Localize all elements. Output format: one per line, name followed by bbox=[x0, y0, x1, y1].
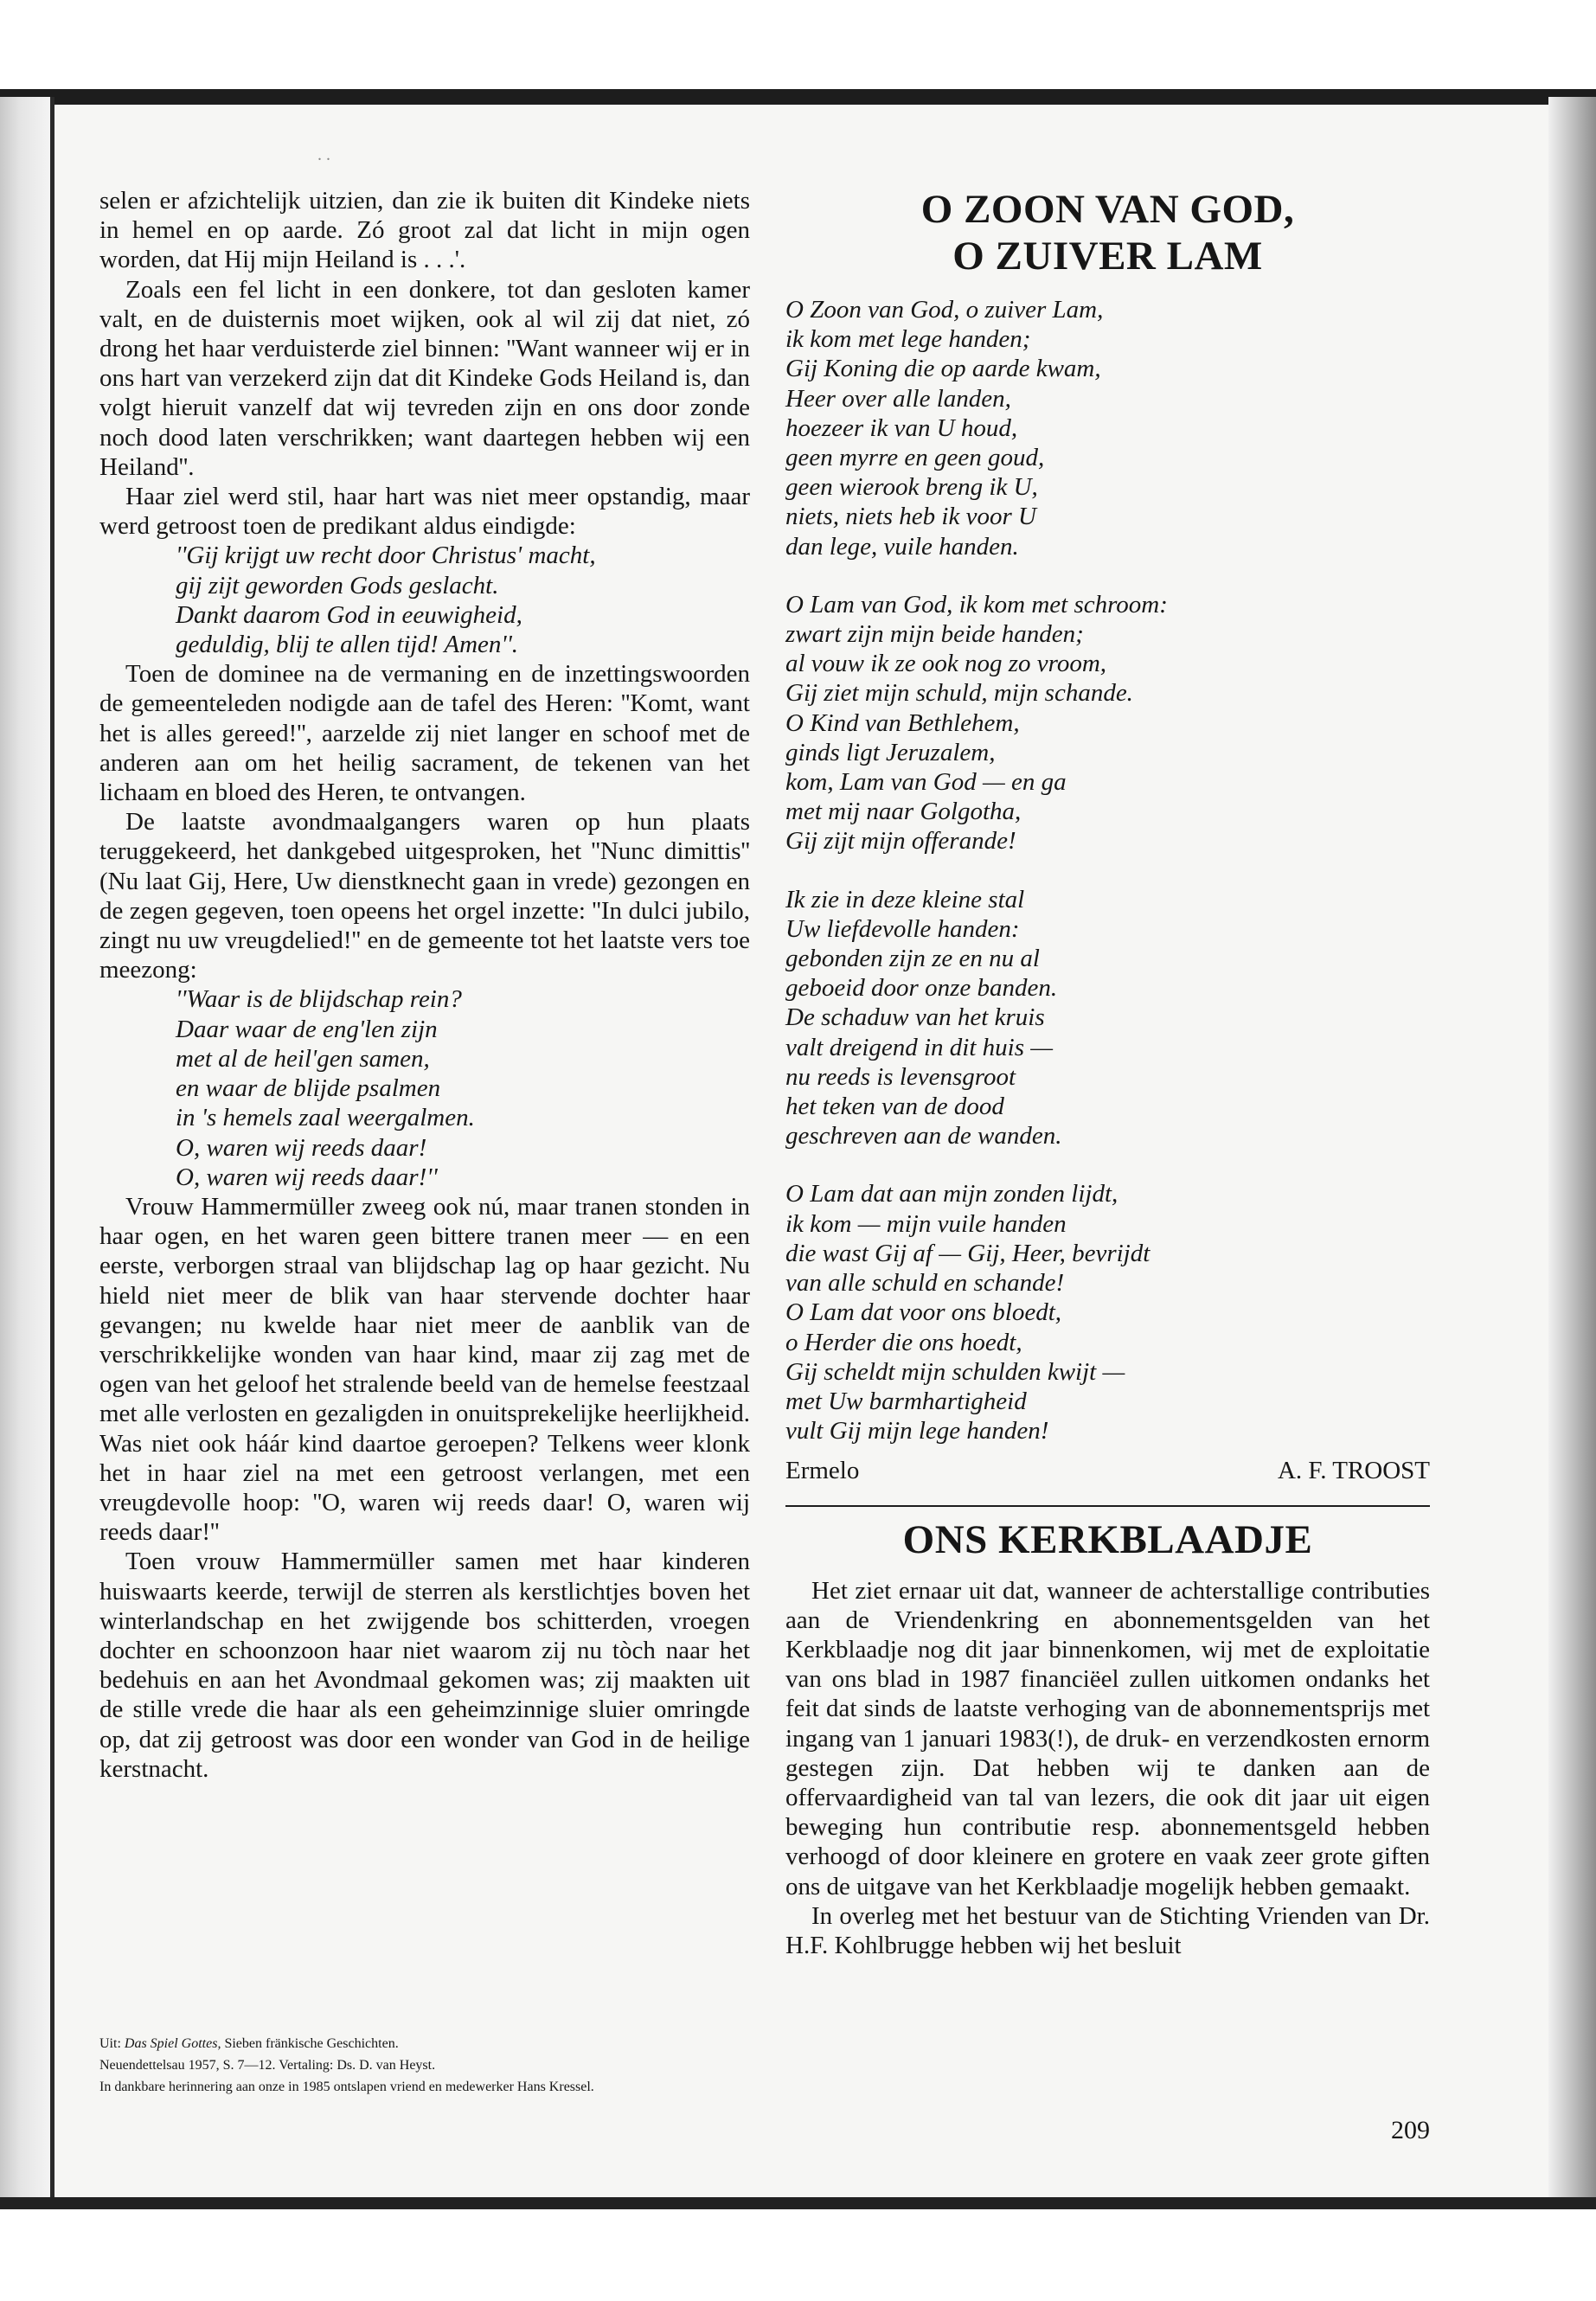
poem-line: geboeid door onze banden. bbox=[785, 974, 1058, 1003]
poem-line: niets, niets heb ik voor U bbox=[785, 503, 1036, 531]
page-number: 209 bbox=[1391, 2116, 1430, 2144]
source-title: Das Spiel Gottes, bbox=[124, 2036, 221, 2051]
poem-line: ik kom met lege handen; bbox=[785, 325, 1031, 354]
poem-line: geschreven aan de wanden. bbox=[785, 1122, 1062, 1150]
poem-line: O Zoon van God, o zuiver Lam, bbox=[785, 296, 1104, 324]
story-paragraph: Haar ziel werd stil, haar hart was niet meer opstandig, maar werd getroost toen de predikant aldus eindigde: bbox=[99, 483, 750, 541]
footnote-line: Neuendettelsau 1957, S. 7—12. Vertaling: Ds. D. van Heyst. bbox=[99, 2058, 436, 2073]
quote-line: ''Waar is de blijdschap rein? bbox=[176, 985, 462, 1014]
poem-line: Gij zijt mijn offerande! bbox=[785, 827, 1016, 856]
quote-line: Dankt daarom God in eeuwigheid, bbox=[176, 600, 522, 629]
poem-place: Ermelo bbox=[785, 1457, 860, 1485]
quote-line: Daar waar de eng'len zijn bbox=[176, 1015, 438, 1043]
story-paragraph: De laatste avondmaalgangers waren op hun plaats teruggekeerd, het dankgebed uitgesproken, het ''Nunc dimittis'' (Nu laat Gij, Here, Uw dienstknecht gaan in vrede) gezongen en de zegen gegeven, toen opeens het orgel inzette: ''In dulci jubilo, zingt nu uw vreugdelied!'' en de gemeente tot het laatste vers toe meezong: bbox=[99, 808, 750, 984]
left-page-edge bbox=[0, 97, 50, 2199]
poem-line: met Uw barmhartigheid bbox=[785, 1387, 1027, 1415]
poem-line: met mij naar Golgotha, bbox=[785, 798, 1022, 826]
poem-line: Ik zie in deze kleine stal bbox=[785, 885, 1025, 913]
poem-line: Uw liefdevolle handen: bbox=[785, 914, 1020, 943]
poem-line: nu reeds is levensgroot bbox=[785, 1062, 1016, 1091]
poem-line: ginds ligt Jeruzalem, bbox=[785, 738, 996, 766]
poem-line: Gij ziet mijn schuld, mijn schande. bbox=[785, 679, 1133, 708]
story-paragraph: Toen de dominee na de vermaning en de inzettingswoorden de gemeenteleden nodigde aan de tafel des Heren: ''Komt, want het is alles gereed!'', aarzelde zij niet langer en schoof met de anderen aan om het heilig sacrament, de tekenen van het lichaam en bloed des Heren, te ontvangen. bbox=[99, 660, 750, 807]
poem-line: van alle schuld en schande! bbox=[785, 1269, 1065, 1298]
footnote-line: Uit: Das Spiel Gottes, Sieben fränkische Geschichten. bbox=[99, 2036, 399, 2051]
kerkblaadje-title: ONS KERKBLAADJE bbox=[902, 1516, 1313, 1562]
poem-line: O Lam dat voor ons bloedt, bbox=[785, 1298, 1061, 1327]
poem-line: o Herder die ons hoedt, bbox=[785, 1328, 1022, 1356]
top-scan-border bbox=[0, 89, 1596, 105]
poem-line: valt dreigend in dit huis — bbox=[785, 1033, 1054, 1061]
right-column bbox=[785, 186, 1430, 1960]
story-paragraph: Vrouw Hammermüller zweeg ook nú, maar tranen stonden in haar ogen, en het waren geen bittere tranen meer — en een eerste, verborgen straal van blijdschap lag op haar gezicht. Nu hield niet meer de blik van haar stervende dochter haar gevangen; nu kwelde haar niet meer de aanblik van de verschrikkelijke wonden van haar kind, maar zij zag met de ogen van het geloof het stralende beeld van de hemelse feestzaal met alle verlosten en gezaligden in onuitsprekelijke heerlijkheid. Was niet ook háár kind daartoe geroepen? Telkens weer klonk het in haar ziel na met een getroost verlangen, met een vreugdevolle hoop: ''O, waren wij reeds daar! O, waren wij reeds daar!'' bbox=[99, 1192, 750, 1547]
poem-line: O Lam van God, ik kom met schroom: bbox=[785, 590, 1168, 619]
quote-line: O, waren wij reeds daar! bbox=[176, 1133, 427, 1162]
story-paragraph: selen er afzichtelijk uitzien, dan zie ik buiten dit Kindeke niets in hemel en op aarde. Zó groot zal dat licht in mijn ogen worden, dat Hij mijn Heiland is . . .'. bbox=[99, 187, 750, 274]
poem-line: zwart zijn mijn beide handen; bbox=[785, 620, 1084, 649]
poem-line: geen myrre en geen goud, bbox=[785, 444, 1045, 472]
left-column bbox=[99, 186, 750, 1784]
poem-line: Gij scheldt mijn schulden kwijt — bbox=[785, 1357, 1125, 1386]
quote-line: in 's hemels zaal weergalmen. bbox=[176, 1104, 475, 1132]
source-footnote bbox=[99, 2033, 750, 2098]
bottom-scan-border bbox=[0, 2197, 1596, 2209]
quote-line: O, waren wij reeds daar!'' bbox=[176, 1163, 438, 1191]
quote-line: en waar de blijde psalmen bbox=[176, 1074, 441, 1103]
poem-stanza bbox=[785, 295, 1430, 561]
kerkblaadje-paragraph: Het ziet ernaar uit dat, wanneer de achterstallige contributies aan de Vriendenkring en abonnementsgelden van het Kerkblaadje nog dit jaar binnenkomen, wij met de exploitatie van ons blad in 1987 financiëel zullen uitkomen ondanks het feit dat sinds de laatste verhoging van de abonnementsprijs met ingang van 1 januari 1983(!), de druk- en verzendkosten ernorm gestegen zijn. Dat hebben wij te danken aan de offervaardigheid van tal van lezers, die ook dit jaar uit eigen beweging hun contributie resp. abonnementsgeld hebben verhoogd of door kleinere en grotere en vaak zeer grote giften ons de uitgave van het Kerkblaadje mogelijk hebben gemaakt. bbox=[785, 1576, 1430, 1900]
right-page-edge bbox=[1548, 97, 1596, 2199]
poem-line: O Lam dat aan mijn zonden lijdt, bbox=[785, 1180, 1118, 1208]
section-divider bbox=[785, 1505, 1430, 1507]
quote-line: geduldig, blij te allen tijd! Amen''. bbox=[176, 631, 519, 659]
poem-line: die wast Gij af — Gij, Heer, bevrijdt bbox=[785, 1239, 1151, 1267]
poem-line: geen wierook breng ik U, bbox=[785, 473, 1038, 502]
poem-line: ik kom — mijn vuile handen bbox=[785, 1209, 1067, 1238]
poem-line: kom, Lam van God — en ga bbox=[785, 768, 1067, 797]
poem-line: Gij Koning die op aarde kwam, bbox=[785, 355, 1101, 383]
quote-line: gij zijt geworden Gods geslacht. bbox=[176, 571, 499, 599]
poem-stanza bbox=[785, 590, 1430, 856]
quote-line: met al de heil'gen samen, bbox=[176, 1044, 430, 1073]
poem-line: hoezeer ik van U houd, bbox=[785, 413, 1018, 442]
quote-line: ''Gij krijgt uw recht door Christus' macht, bbox=[176, 542, 596, 570]
poem-title: O ZOON VAN GOD, O ZUIVER LAM bbox=[920, 187, 1295, 279]
poem-signature bbox=[785, 1456, 1430, 1485]
poem-line: Heer over alle landen, bbox=[785, 384, 1011, 413]
poem-line: dan lege, vuile handen. bbox=[785, 532, 1019, 561]
poem-line: al vouw ik ze ook nog zo vroom, bbox=[785, 650, 1107, 678]
speck-marks: . . bbox=[317, 145, 330, 164]
story-paragraph: Toen vrouw Hammermüller samen met haar kinderen huiswaarts keerde, terwijl de sterren als kerstlichtjes boven het winterlandschap en het zwijgende bos schitterden, vroegen dochter en schoonzoon haar niet waarom zij nu tòch naar het bedehuis en aan het Avondmaal gekomen was; zij maakten uit de stille vrede die haar als een geheimzinnige sluier omringde op, dat zij getroost was door een wonder van God in de heilige kerstnacht. bbox=[99, 1548, 750, 1783]
story-paragraph: Zoals een fel licht in een donkere, tot dan gesloten kamer valt, en de duisternis moet wijken, ook al wil zij dat niet, zó drong het haar verduisterde ziel binnen: ''Want wanneer wij er in ons hart van verzekerd zijn dat dit Kindeke Gods Heiland is, dan volgt hieruit vanzelf dat wij tevreden zijn en ons door zonde noch dood laten verschrikken; want daartegen hebben wij een Heiland''. bbox=[99, 275, 750, 481]
poem-line: vult Gij mijn lege handen! bbox=[785, 1417, 1049, 1445]
footnote-line: In dankbare herinnering aan onze in 1985 ontslapen vriend en medewerker Hans Kressel. bbox=[99, 2080, 594, 2094]
poem-line: De schaduw van het kruis bbox=[785, 1003, 1045, 1032]
poem-line: het teken van de dood bbox=[785, 1093, 1004, 1121]
poem-stanza bbox=[785, 1179, 1430, 1445]
poem-line: gebonden zijn ze en nu al bbox=[785, 945, 1040, 973]
poem-author: A. F. TROOST bbox=[1277, 1457, 1430, 1485]
poem-stanza bbox=[785, 885, 1430, 1151]
hymn-quote bbox=[99, 541, 750, 659]
kerkblaadje-paragraph: In overleg met het bestuur van de Stichting Vrienden van Dr. H.F. Kohlbrugge hebben wij het besluit bbox=[785, 1901, 1430, 1959]
poem-line: O Kind van Bethlehem, bbox=[785, 708, 1020, 737]
hymn-quote bbox=[99, 984, 750, 1191]
